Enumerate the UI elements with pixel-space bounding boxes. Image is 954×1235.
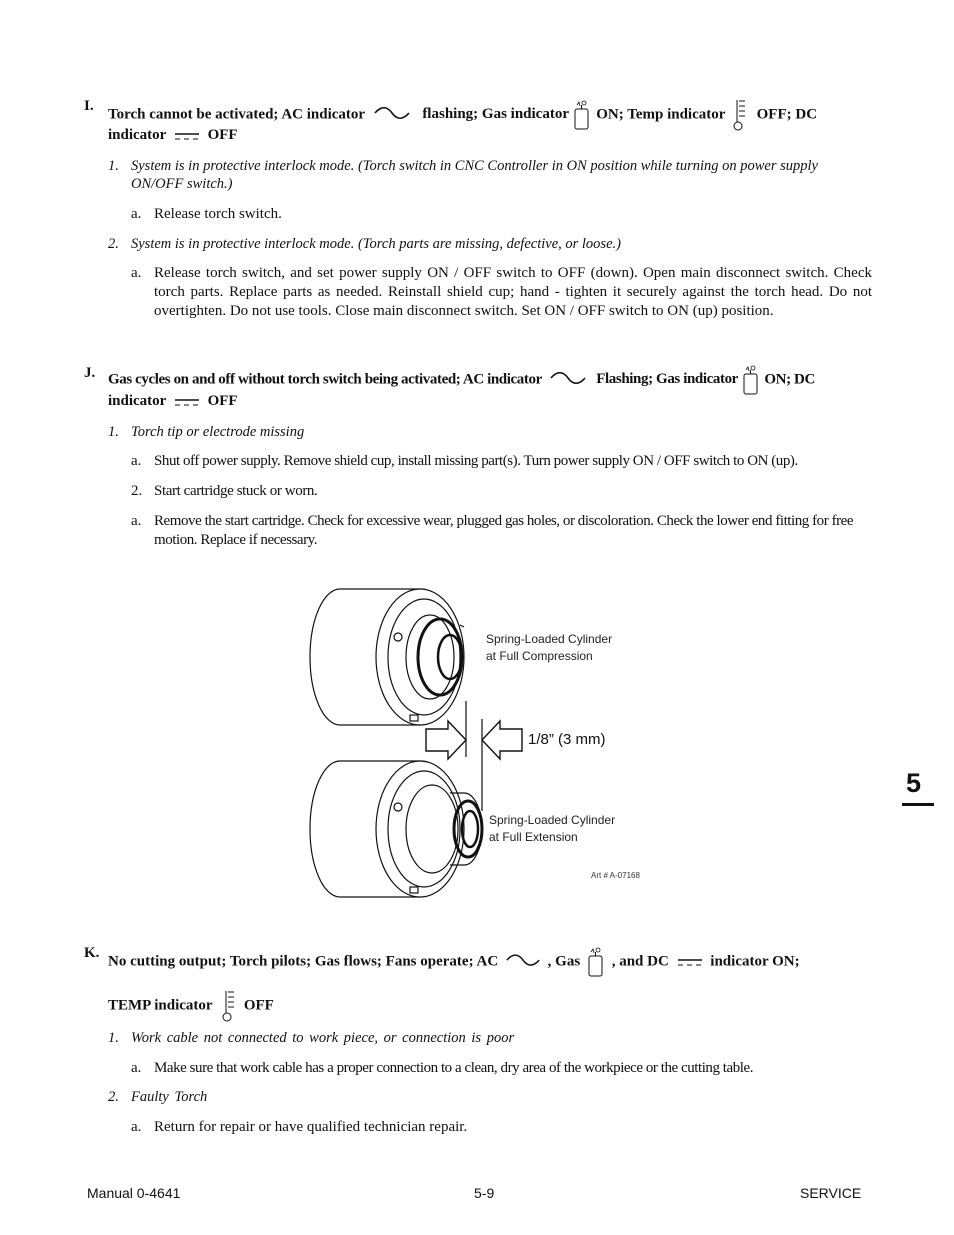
footer-section-name: SERVICE <box>800 1185 862 1201</box>
figure-label-line: Spring-Loaded Cylinder <box>489 813 616 827</box>
heading-text: Flashing; Gas indicator <box>596 371 738 388</box>
cause-number: 1. <box>108 158 119 174</box>
dc-line-icon <box>174 130 200 142</box>
gas-cylinder-icon <box>741 365 761 395</box>
cause-number: 1. <box>108 1030 119 1046</box>
heading-text: , Gas <box>547 953 581 970</box>
heading-text: TEMP indicator <box>108 997 213 1014</box>
heading-text: , and DC <box>611 953 669 970</box>
fix-text: Release torch switch, and set power supply ON / OFF switch to OFF (down). Open main disconnect switch. Check torch parts. Replace parts as needed. Reinstall shield cup; hand - tighten it securely against the torch head. Do not overtighten. Do not use tools. Close main disconnect switch. Set ON / OFF switch to ON (up) position. <box>154 265 872 319</box>
cause-text: Work cable not connected to work piece, or connection is poor <box>131 1030 515 1046</box>
fix-text: Remove the start cartridge. Check for excessive wear, plugged gas holes, or discoloration. Check the lower end fitting for free motion. Replace if necessary. <box>154 513 854 548</box>
figure-label-line: Spring-Loaded Cylinder <box>486 632 613 646</box>
heading-text: indicator <box>108 393 167 409</box>
ac-sine-icon <box>373 107 411 123</box>
fix-letter: a. <box>131 1119 142 1135</box>
heading-text: OFF <box>207 127 238 143</box>
figure-label-line: at Full Extension <box>489 830 578 844</box>
figure-label-line: at Full Compression <box>486 649 593 663</box>
cause-text: Faulty Torch <box>131 1089 208 1105</box>
cause-text: System is in protective interlock mode. (Torch parts are missing, defective, or loose.) <box>131 236 621 252</box>
fix-letter: a. <box>131 265 142 281</box>
section-i-heading-line2 <box>108 127 238 144</box>
footer-manual-number: Manual 0-4641 <box>87 1185 181 1201</box>
cause-number: 2. <box>108 236 119 252</box>
cause-number: 2. <box>131 483 143 499</box>
dimension-label: 1/8” (3 mm) <box>528 731 606 748</box>
cylinder-compression <box>310 589 464 725</box>
cause-text: Start cartridge stuck or worn. <box>154 483 318 499</box>
heading-text: ON; Temp indicator <box>596 106 726 123</box>
heading-text: ON; DC <box>764 371 815 388</box>
fix-text: Make sure that work cable has a proper connection to a clean, dry area of the workpiece or the cutting table. <box>154 1060 754 1076</box>
section-j-letter: J. <box>84 365 96 381</box>
heading-text: Torch cannot be activated; AC indicator <box>108 106 365 123</box>
section-k-letter: K. <box>84 945 100 961</box>
arrow-right-icon <box>426 721 466 759</box>
fix-letter: a. <box>131 206 142 222</box>
art-number: Art # A-07168 <box>591 871 640 880</box>
cause-number: 1. <box>108 424 119 440</box>
figure-label-top <box>486 631 612 665</box>
cause-number: 2. <box>108 1089 119 1105</box>
arrow-left-icon <box>482 721 522 759</box>
chapter-tab-number: 5 <box>906 768 922 798</box>
heading-text: flashing; Gas indicator <box>422 106 569 123</box>
chapter-tab-rule <box>902 803 934 806</box>
section-j-heading-line2 <box>108 393 238 410</box>
figure-label-bottom <box>489 812 615 846</box>
cause-text: System is in protective interlock mode. (Torch switch in CNC Controller in ON position while turning on power supply ON/OFF switch.) <box>131 158 818 192</box>
heading-text: OFF <box>207 393 238 409</box>
fix-letter: a. <box>131 513 142 529</box>
gas-cylinder-icon <box>586 945 606 979</box>
heading-text: No cutting output; Torch pilots; Gas flows; Fans operate; AC <box>108 953 499 970</box>
fix-letter: a. <box>131 453 142 469</box>
ac-sine-icon <box>505 954 541 970</box>
section-i-letter: I. <box>84 98 94 114</box>
cause-text: Torch tip or electrode missing <box>131 424 305 440</box>
fix-letter: a. <box>131 1060 142 1076</box>
thermometer-icon <box>733 98 749 132</box>
heading-text: OFF <box>243 997 274 1014</box>
fix-text: Release torch switch. <box>154 206 282 222</box>
heading-text: indicator ON; <box>710 953 800 970</box>
footer-page-number: 5-9 <box>474 1185 495 1201</box>
heading-text: Gas cycles on and off without torch switch being activated; AC indicator <box>108 371 542 388</box>
dc-line-icon <box>677 956 703 968</box>
dc-line-icon <box>174 396 200 408</box>
thermometer-icon <box>222 989 238 1023</box>
fix-text: Shut off power supply. Remove shield cup, install missing part(s). Turn power supply ON / OFF switch to ON (up). <box>154 453 798 469</box>
ac-sine-icon <box>549 372 587 388</box>
heading-text: OFF; DC <box>756 106 818 123</box>
cylinder-extension <box>310 761 482 897</box>
section-k-heading-line1 <box>108 945 800 979</box>
section-k-heading-line2 <box>108 989 274 1023</box>
section-j-heading-line1 <box>108 365 815 395</box>
heading-text: indicator <box>108 127 167 143</box>
fix-text: Return for repair or have qualified technician repair. <box>154 1119 468 1135</box>
gas-cylinder-icon <box>572 100 592 130</box>
